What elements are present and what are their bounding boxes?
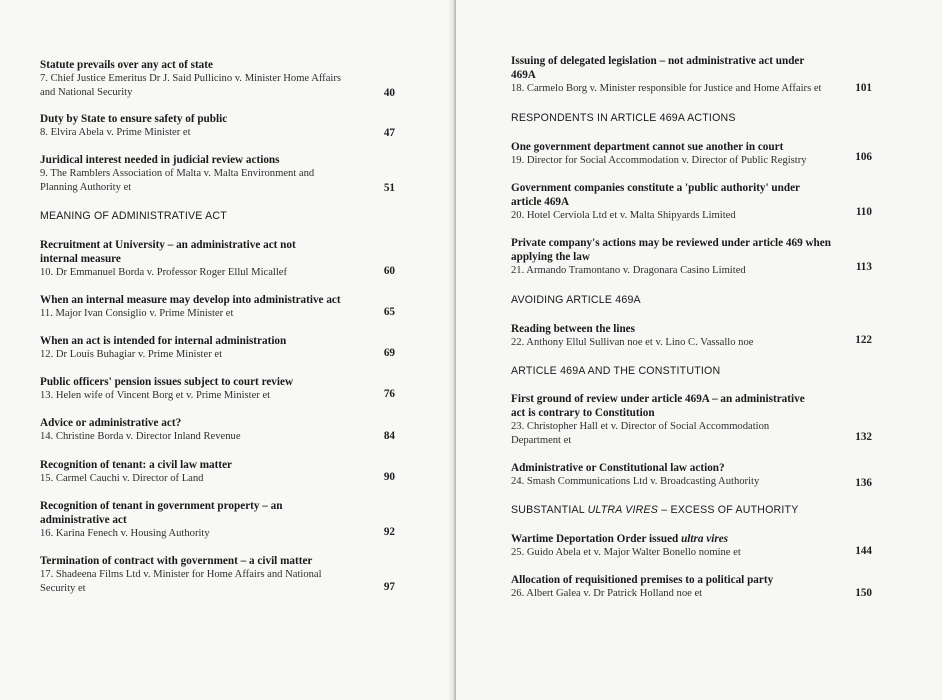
entry-page-number: 60 <box>383 265 395 277</box>
entry-title: Private company's actions may be reviewed under article 469 when applying the law <box>511 237 831 263</box>
entry-title: When an internal measure may develop into administrative act <box>40 294 341 306</box>
entry-page-number: 90 <box>383 471 395 483</box>
entry-case: 22. Anthony Ellul Sullivan noe et v. Lino C. Vassallo noe <box>511 337 754 348</box>
toc-entry[interactable] <box>511 181 851 223</box>
entry-page-number: 136 <box>855 477 872 489</box>
entry-page-number: 47 <box>383 127 395 139</box>
entry-title: Government companies constitute a 'public authority' under article 469A <box>511 182 800 208</box>
entry-title: Recognition of tenant: a civil law matter <box>40 459 233 471</box>
section-heading-post: – EXCESS OF AUTHORITY <box>658 504 799 516</box>
entry-page-number: 51 <box>383 182 395 194</box>
entry-page-number: 76 <box>383 388 395 400</box>
entry-case: 26. Albert Galea v. Dr Patrick Holland noe et <box>511 588 703 599</box>
entry-title <box>511 532 851 546</box>
entry-case: 12. Dr Louis Buhagiar v. Prime Minister et <box>40 349 223 360</box>
entry-page-number: 92 <box>383 526 395 538</box>
section-heading-pre: SUBSTANTIAL <box>511 504 588 516</box>
toc-entry[interactable] <box>511 532 851 560</box>
entry-case: 7. Chief Justice Emeritus Dr J. Said Pullicino v. Minister Home Affairs and National Security <box>40 73 342 98</box>
entry-page-number: 113 <box>855 261 872 273</box>
toc-entry[interactable] <box>511 236 851 278</box>
entry-page-number: 110 <box>855 206 872 218</box>
entry-title: Reading between the lines <box>511 323 635 335</box>
entry-case: 13. Helen wife of Vincent Borg et v. Prime Minister et <box>40 390 271 401</box>
toc-entry[interactable] <box>511 573 851 601</box>
toc-entry[interactable] <box>511 54 851 96</box>
entry-page-number: 69 <box>383 347 395 359</box>
entry-title: First ground of review under article 469A – an administrative act is contrary to Constitution <box>511 393 805 419</box>
entry-case: 16. Karina Fenech v. Housing Authority <box>40 528 210 539</box>
right-page <box>456 0 942 700</box>
entry-title: Termination of contract with government – a civil matter <box>40 555 313 567</box>
entry-case: 17. Shadeena Films Ltd v. Minister for Home Affairs and National Security et <box>40 569 322 594</box>
section-heading: ARTICLE 469A AND THE CONSTITUTION <box>511 365 721 377</box>
entry-case: 20. Hotel Cerviola Ltd et v. Malta Shipyards Limited <box>511 210 736 221</box>
entry-case: 25. Guido Abela et v. Major Walter Bonello nomine et <box>511 547 741 558</box>
entry-case: 14. Christine Borda v. Director Inland Revenue <box>40 431 241 442</box>
entry-case: 15. Carmel Cauchi v. Director of Land <box>40 473 204 484</box>
entry-title: Public officers' pension issues subject to court review <box>40 376 294 388</box>
entry-page-number: 144 <box>855 545 872 557</box>
entry-title: Duty by State to ensure safety of public <box>40 113 228 125</box>
entry-case: 23. Christopher Hall et v. Director of Social Accommodation Department et <box>511 421 770 446</box>
entry-title: One government department cannot sue another in court <box>511 141 784 153</box>
section-heading: AVOIDING ARTICLE 469A <box>511 294 641 306</box>
entry-title: Recruitment at University – an administrative act not internal measure <box>40 239 296 265</box>
section-heading-em: ULTRA VIRES <box>587 504 659 516</box>
section-heading: MEANING OF ADMINISTRATIVE ACT <box>40 210 227 222</box>
section-heading: RESPONDENTS IN ARTICLE 469A ACTIONS <box>511 112 736 124</box>
entry-page-number: 84 <box>383 430 395 442</box>
entry-title: Juridical interest needed in judicial review actions <box>40 154 280 166</box>
toc-entry[interactable] <box>511 322 851 350</box>
entry-title: Advice or administrative act? <box>40 417 182 429</box>
entry-title-em: ultra vires <box>681 533 729 545</box>
entry-title: Recognition of tenant in government property – an administrative act <box>40 500 283 526</box>
entry-page-number: 97 <box>383 581 395 593</box>
entry-title: Allocation of requisitioned premises to a political party <box>511 574 774 586</box>
section-heading <box>511 504 798 516</box>
entry-case: 9. The Ramblers Association of Malta v. Malta Environment and Planning Authority et <box>40 168 315 193</box>
entry-page-number: 132 <box>855 431 872 443</box>
entry-title: Statute prevails over any act of state <box>40 59 213 71</box>
left-page <box>0 0 454 700</box>
entry-case: 24. Smash Communications Ltd v. Broadcasting Authority <box>511 476 760 487</box>
entry-page-number: 40 <box>383 87 395 99</box>
entry-page-number: 106 <box>855 151 872 163</box>
entry-title-pre: Wartime Deportation Order issued <box>511 533 682 545</box>
entry-page-number: 65 <box>383 306 395 318</box>
entry-case: 18. Carmelo Borg v. Minister responsible for Justice and Home Affairs et <box>511 83 822 94</box>
entry-case: 10. Dr Emmanuel Borda v. Professor Roger Ellul Micallef <box>40 267 288 278</box>
entry-case: 11. Major Ivan Consiglio v. Prime Minister et <box>40 308 234 319</box>
entry-title: When an act is intended for internal administration <box>40 335 287 347</box>
entry-page-number: 150 <box>855 587 872 599</box>
toc-entry[interactable] <box>511 392 851 447</box>
toc-entry[interactable] <box>511 461 851 489</box>
toc-entry[interactable] <box>511 140 851 168</box>
entry-title: Administrative or Constitutional law action? <box>511 462 725 474</box>
entry-case: 21. Armando Tramontano v. Dragonara Casino Limited <box>511 265 746 276</box>
entry-case: 19. Director for Social Accommodation v. Director of Public Registry <box>511 155 807 166</box>
entry-page-number: 122 <box>855 334 872 346</box>
entry-case: 8. Elvira Abela v. Prime Minister et <box>40 127 191 138</box>
entry-title: Issuing of delegated legislation – not administrative act under 469A <box>511 55 805 81</box>
entry-page-number: 101 <box>855 82 872 94</box>
